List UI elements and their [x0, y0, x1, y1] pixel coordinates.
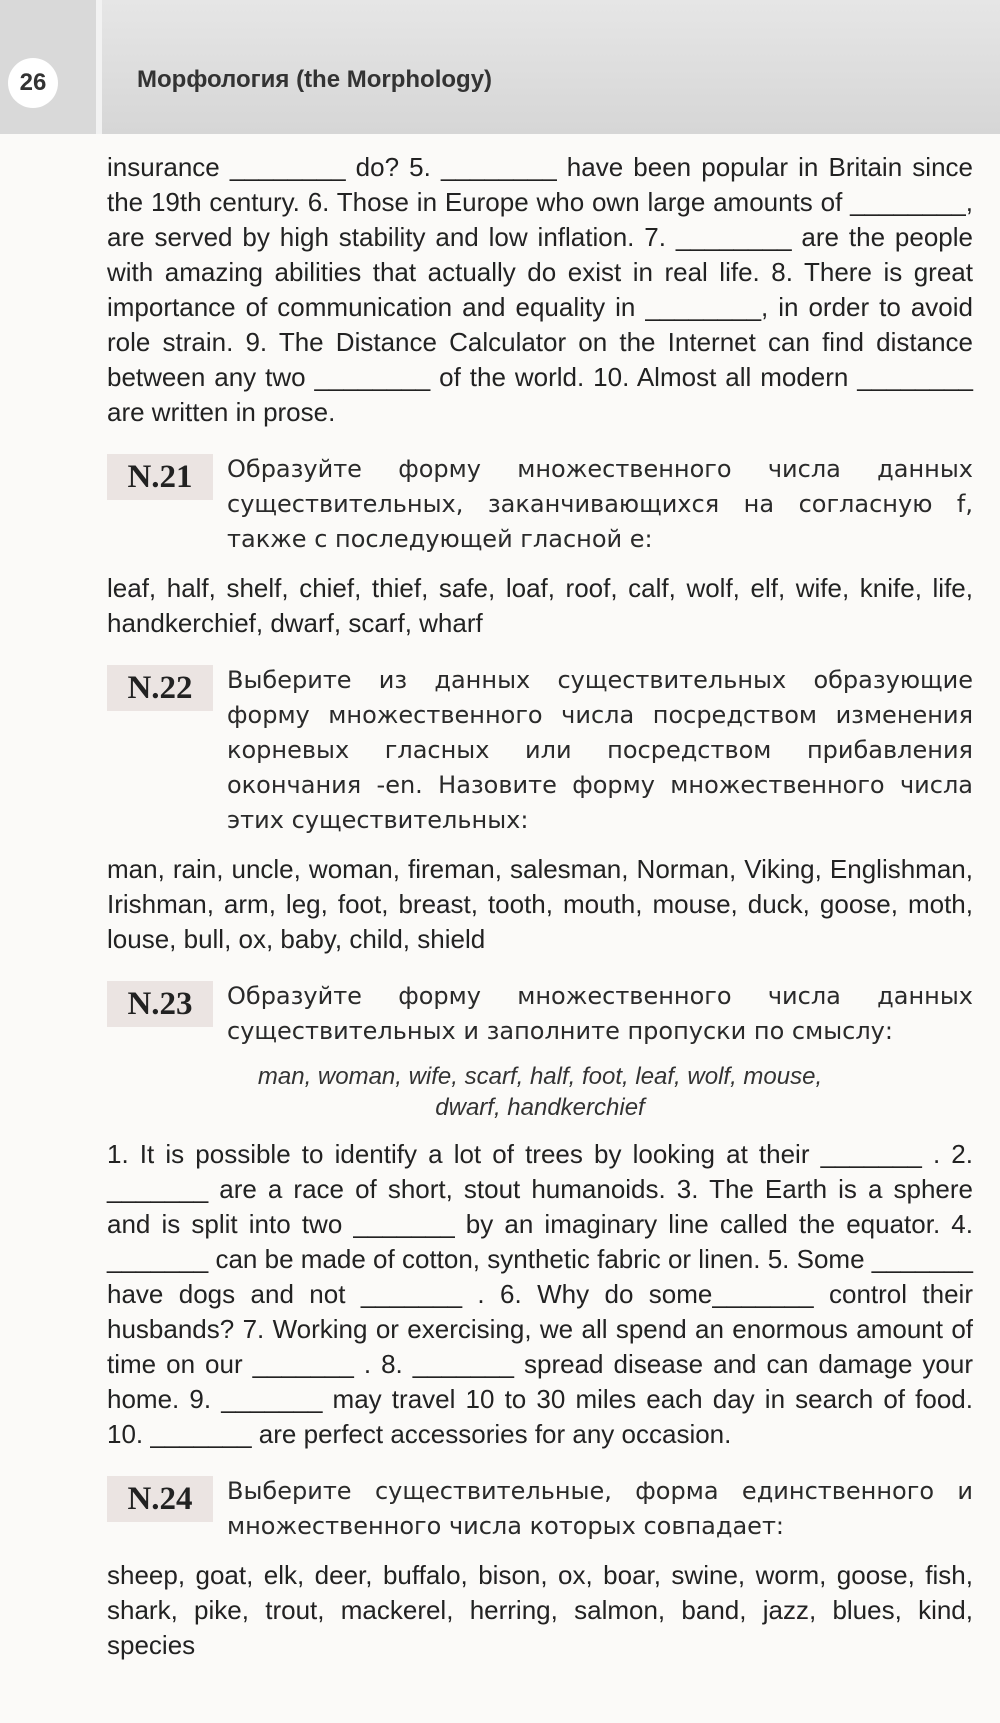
fill-in-exercise: 1. It is possible to identify a lot of trees by looking at their _______ . 2. _______ are a race of short, stout humanoids. 3. The Earth is a sphere and is split into two _______ by an imaginary line called the equator. 4. _______ can be made of cotton, synthetic fabric or linen. 5. Some _______ have dogs and not _______ . 6. Why do some_______ control their husbands? 7. Working or exercising, we all spend an enormous amount of time on our _______ . 8. _______ spread disease and can damage your home. 9. _______ may travel 10 to 30 miles each day in search of food. 10. _______ are perfect accessories for any occasion.	[107, 1139, 973, 1449]
task-label: N.24	[107, 1476, 213, 1522]
task-instruction: Образуйте форму множественного числа данных существительных, заканчивающихся на согласную f, также с последующей гласной e:	[227, 455, 973, 553]
task-word-list: sheep, goat, elk, deer, buffalo, bison, ox, boar, swine, worm, goose, fish, shark, pike, trout, mackerel, herring, salmon, band, jazz, blues, kind, species	[107, 1560, 973, 1660]
task-word-list: man, rain, uncle, woman, fireman, salesman, Norman, Viking, Englishman, Irishman, arm, leg, foot, breast, tooth, mouth, mouse, duck, goose, moth, louse, bull, ox, baby, child, shield	[107, 854, 973, 954]
task-instruction: Выберите существительные, форма единственного и множественного числа которых совпадает:	[227, 1477, 973, 1540]
page-header	[0, 0, 1000, 134]
task-n23	[107, 979, 973, 1049]
word-bank-line: dwarf, handkerchief	[435, 1094, 645, 1121]
task-label: N.22	[107, 665, 213, 711]
task-label: N.23	[107, 981, 213, 1027]
header-divider	[96, 0, 102, 134]
task-n24	[107, 1474, 973, 1544]
section-title: Морфология (the Morphology)	[137, 66, 493, 93]
page-number-badge: 26	[8, 58, 58, 108]
word-bank	[107, 1061, 973, 1123]
task-instruction: Образуйте форму множественного числа данных существительных и заполните пропуски по смыслу:	[227, 982, 973, 1045]
intro-exercise-text: insurance ________ do? 5. ________ have been popular in Britain since the 19th century. 6. Those in Europe who own large amounts of ________, are served by high stability and low inflation. 7. ________ are the people with amazing abilities that actually do exist in real life. 8. There is great importance of communication and equality in ________, in order to avoid role strain. 9. The Distance Calculator on the Internet can find distance between any two ________ of the world. 10. Almost all modern ________ are written in prose.	[107, 152, 973, 427]
task-instruction: Выберите из данных существительных образующие форму множественного числа посредством изменения корневых гласных или посредством прибавления окончания -en. Назовите форму множественного числа этих существительных:	[227, 666, 973, 834]
task-n21	[107, 452, 973, 557]
task-label: N.21	[107, 454, 213, 500]
page-content	[107, 150, 973, 1663]
word-bank-line: man, woman, wife, scarf, half, foot, leaf, wolf, mouse,	[257, 1063, 823, 1090]
task-word-list: leaf, half, shelf, chief, thief, safe, loaf, roof, calf, wolf, elf, wife, knife, life, handkerchief, dwarf, scarf, wharf	[107, 573, 973, 638]
task-n22	[107, 663, 973, 838]
